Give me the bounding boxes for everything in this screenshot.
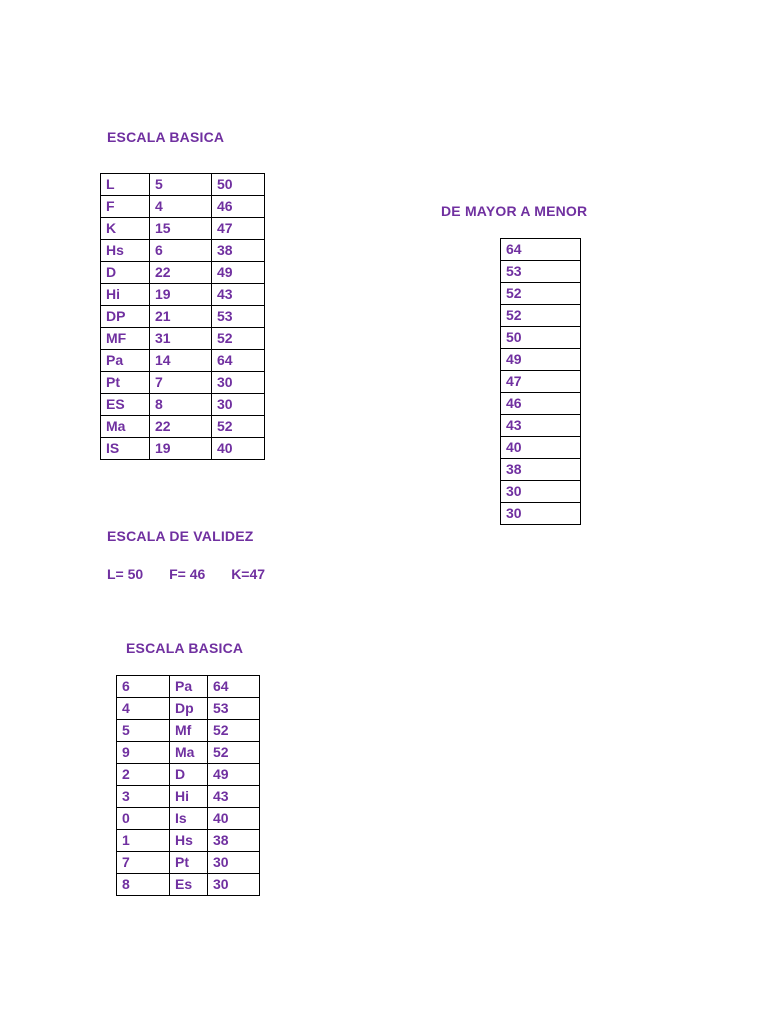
table-row bbox=[101, 240, 265, 262]
table-cell: Ma bbox=[101, 416, 150, 438]
table-cell: 19 bbox=[150, 438, 212, 460]
table-cell: 21 bbox=[150, 306, 212, 328]
table-cell: K bbox=[101, 218, 150, 240]
table-cell: 46 bbox=[501, 393, 581, 415]
table-row bbox=[117, 852, 260, 874]
table-row bbox=[501, 503, 581, 525]
table-cell: 4 bbox=[117, 698, 170, 720]
table-cell: 49 bbox=[208, 764, 260, 786]
table-cell: 1 bbox=[117, 830, 170, 852]
table-cell: 7 bbox=[117, 852, 170, 874]
table-row bbox=[117, 786, 260, 808]
escala-de-validez-heading: ESCALA DE VALIDEZ bbox=[107, 528, 254, 544]
table-cell: D bbox=[170, 764, 208, 786]
table-row bbox=[501, 305, 581, 327]
table-cell: Dp bbox=[170, 698, 208, 720]
table-cell: 38 bbox=[501, 459, 581, 481]
table-row bbox=[101, 372, 265, 394]
table-row bbox=[101, 416, 265, 438]
table-cell: 52 bbox=[501, 283, 581, 305]
table-cell: 47 bbox=[501, 371, 581, 393]
table-cell: 30 bbox=[501, 503, 581, 525]
table-cell: 30 bbox=[212, 372, 265, 394]
table-cell: 52 bbox=[501, 305, 581, 327]
table-cell: 5 bbox=[117, 720, 170, 742]
table-cell: 22 bbox=[150, 262, 212, 284]
table-cell: 8 bbox=[117, 874, 170, 896]
table-cell: 52 bbox=[212, 416, 265, 438]
table-cell: 14 bbox=[150, 350, 212, 372]
table-row bbox=[101, 284, 265, 306]
table-cell: 64 bbox=[208, 676, 260, 698]
table-cell: Pa bbox=[170, 676, 208, 698]
table-cell: 6 bbox=[117, 676, 170, 698]
de-mayor-a-menor-heading: DE MAYOR A MENOR bbox=[441, 203, 588, 219]
table-cell: 38 bbox=[212, 240, 265, 262]
table-cell: 30 bbox=[208, 874, 260, 896]
table-row bbox=[117, 874, 260, 896]
table-cell: Pt bbox=[101, 372, 150, 394]
table-cell: 0 bbox=[117, 808, 170, 830]
table-cell: 38 bbox=[208, 830, 260, 852]
table-cell: 53 bbox=[501, 261, 581, 283]
table-cell: 47 bbox=[212, 218, 265, 240]
table-cell: 15 bbox=[150, 218, 212, 240]
table-row bbox=[501, 437, 581, 459]
table-cell: ES bbox=[101, 394, 150, 416]
table-cell: DP bbox=[101, 306, 150, 328]
table-row bbox=[117, 764, 260, 786]
table-cell: 30 bbox=[501, 481, 581, 503]
table-row bbox=[501, 261, 581, 283]
table-cell: MF bbox=[101, 328, 150, 350]
escala-basica-table-2 bbox=[116, 675, 260, 896]
table-row bbox=[101, 218, 265, 240]
table-cell: 2 bbox=[117, 764, 170, 786]
table-cell: L bbox=[101, 174, 150, 196]
table-row bbox=[501, 415, 581, 437]
table-cell: 5 bbox=[150, 174, 212, 196]
table-row bbox=[101, 394, 265, 416]
table-cell: 4 bbox=[150, 196, 212, 218]
table-row bbox=[117, 676, 260, 698]
table-cell: 40 bbox=[208, 808, 260, 830]
table-row bbox=[101, 438, 265, 460]
table-cell: 46 bbox=[212, 196, 265, 218]
table-cell: 9 bbox=[117, 742, 170, 764]
validity-k: K=47 bbox=[231, 566, 266, 582]
table-cell: 49 bbox=[212, 262, 265, 284]
table-cell: 3 bbox=[117, 786, 170, 808]
escala-basica-table-1 bbox=[100, 173, 265, 460]
table-cell: 52 bbox=[208, 720, 260, 742]
table-cell: 31 bbox=[150, 328, 212, 350]
table-row bbox=[117, 720, 260, 742]
table-row bbox=[501, 239, 581, 261]
table-cell: Is bbox=[170, 808, 208, 830]
table-cell: Pa bbox=[101, 350, 150, 372]
table-row bbox=[101, 328, 265, 350]
table-cell: IS bbox=[101, 438, 150, 460]
table-cell: 52 bbox=[212, 328, 265, 350]
table-cell: 64 bbox=[212, 350, 265, 372]
table-cell: Mf bbox=[170, 720, 208, 742]
validity-values bbox=[107, 566, 287, 582]
validity-l: L= 50 bbox=[107, 566, 144, 582]
table-row bbox=[117, 808, 260, 830]
table-row bbox=[101, 306, 265, 328]
table-row bbox=[501, 349, 581, 371]
table-row bbox=[101, 350, 265, 372]
table-cell: 30 bbox=[212, 394, 265, 416]
table-cell: 53 bbox=[212, 306, 265, 328]
table-row bbox=[501, 393, 581, 415]
table-cell: 19 bbox=[150, 284, 212, 306]
table-cell: F bbox=[101, 196, 150, 218]
table-cell: Hs bbox=[170, 830, 208, 852]
table-cell: 53 bbox=[208, 698, 260, 720]
table-cell: Es bbox=[170, 874, 208, 896]
table-cell: 30 bbox=[208, 852, 260, 874]
table-cell: 52 bbox=[208, 742, 260, 764]
table-row bbox=[501, 327, 581, 349]
escala-basica-heading-2: ESCALA BASICA bbox=[126, 640, 244, 656]
table-cell: 49 bbox=[501, 349, 581, 371]
table-cell: 7 bbox=[150, 372, 212, 394]
table-cell: 6 bbox=[150, 240, 212, 262]
table-row bbox=[117, 830, 260, 852]
table-cell: 40 bbox=[501, 437, 581, 459]
table-cell: D bbox=[101, 262, 150, 284]
table-row bbox=[501, 283, 581, 305]
table-cell: 40 bbox=[212, 438, 265, 460]
table-row bbox=[117, 698, 260, 720]
table-cell: Hi bbox=[170, 786, 208, 808]
table-cell: Hs bbox=[101, 240, 150, 262]
validity-f: F= 46 bbox=[169, 566, 206, 582]
table-cell: 43 bbox=[501, 415, 581, 437]
table-cell: Ma bbox=[170, 742, 208, 764]
table-row bbox=[501, 459, 581, 481]
table-cell: 50 bbox=[212, 174, 265, 196]
table-row bbox=[501, 481, 581, 503]
table-cell: 22 bbox=[150, 416, 212, 438]
table-cell: 8 bbox=[150, 394, 212, 416]
table-row bbox=[117, 742, 260, 764]
table-cell: 64 bbox=[501, 239, 581, 261]
table-cell: Pt bbox=[170, 852, 208, 874]
table-cell: 43 bbox=[208, 786, 260, 808]
table-cell: 43 bbox=[212, 284, 265, 306]
table-cell: Hi bbox=[101, 284, 150, 306]
table-cell: 50 bbox=[501, 327, 581, 349]
sorted-scores-table bbox=[500, 238, 581, 525]
table-row bbox=[101, 196, 265, 218]
escala-basica-heading-1: ESCALA BASICA bbox=[107, 129, 225, 145]
table-row bbox=[101, 174, 265, 196]
table-row bbox=[101, 262, 265, 284]
table-row bbox=[501, 371, 581, 393]
